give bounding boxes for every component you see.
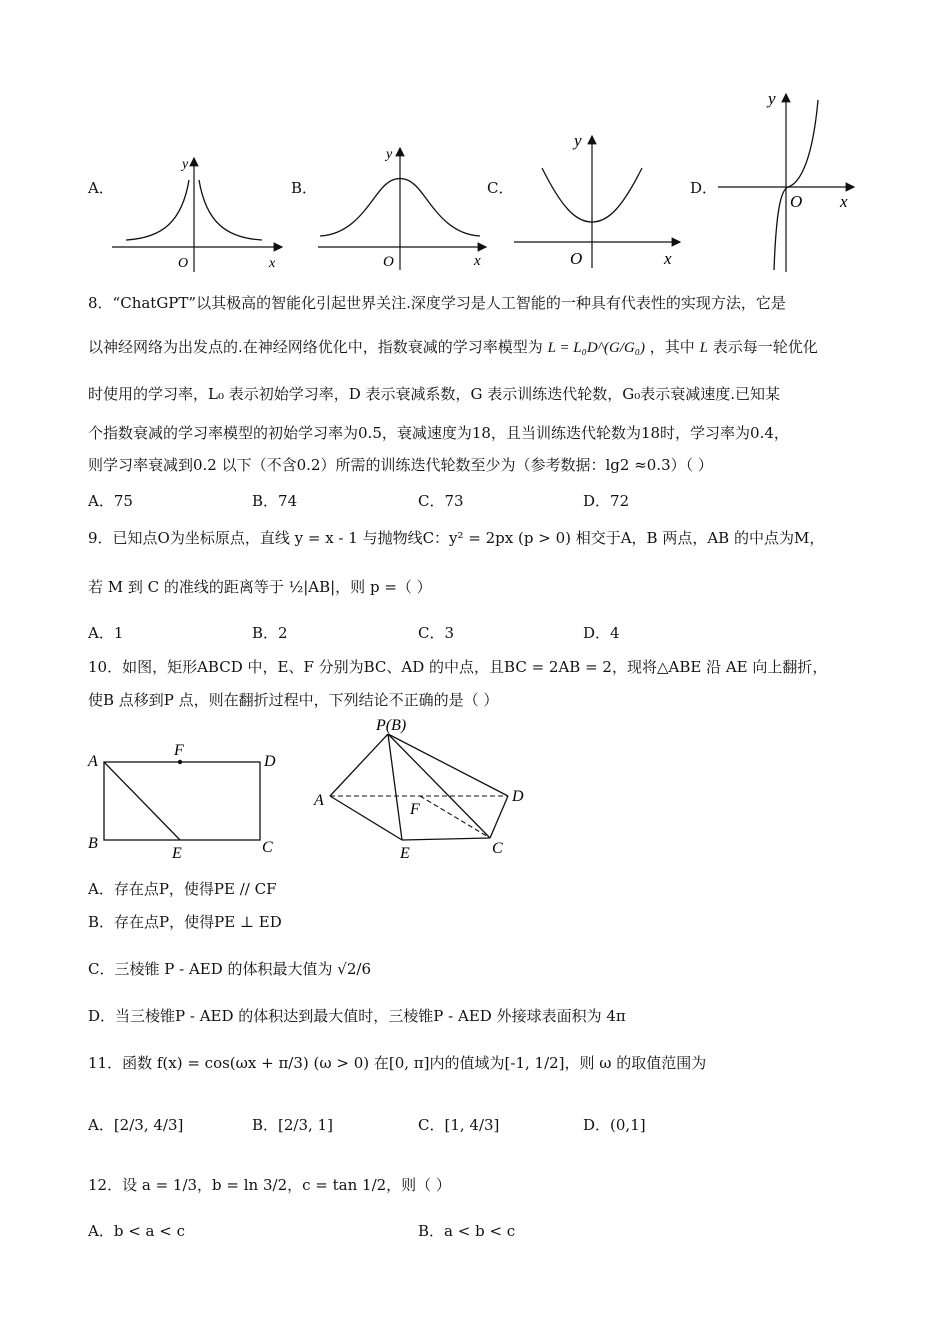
q8-line2-b: ，其中 — [649, 338, 695, 356]
fig2-d: D — [512, 788, 524, 805]
q10-choice-a[interactable]: A．存在点P，使得PE // CF — [88, 880, 277, 898]
fig1-c: C — [262, 839, 273, 856]
q12-line1: 12．设 a = 1/3，b = ln 3/2，c = tan 1/2，则（ ） — [88, 1176, 451, 1194]
q7-graph-b — [316, 140, 491, 270]
q7b-x: x — [474, 253, 481, 269]
fig2-e: E — [400, 845, 410, 862]
fig2-c: C — [492, 840, 503, 857]
q8-line2-a: 以神经网络为出发点的.在神经网络优化中，指数衰减的学习率模型为 — [88, 338, 543, 356]
q8-line2 — [88, 336, 818, 357]
q10-line2: 使B 点移到P 点，则在翻折过程中，下列结论不正确的是（ ） — [88, 691, 499, 709]
q7a-x: x — [269, 256, 276, 271]
q9-choice-a[interactable]: A．1 — [88, 624, 124, 642]
q8-var-l: L — [699, 340, 708, 356]
q12-choice-a[interactable]: A．b < a < c — [88, 1222, 185, 1240]
q10-choice-b[interactable]: B．存在点P，使得PE ⊥ ED — [88, 913, 282, 931]
q9-choice-c[interactable]: C．3 — [418, 624, 455, 642]
q7-option-c-label: C． — [487, 179, 514, 197]
q8-line3: 时使用的学习率，L₀ 表示初始学习率，D 表示衰减系数，G 表示训练迭代轮数，G₀表示衰减速度.已知某 — [88, 385, 781, 403]
q10-line1: 10．如图，矩形ABCD 中，E、F 分别为BC、AD 的中点，且BC = 2AB = 2，现将△ABE 沿 AE 向上翻折， — [88, 658, 828, 676]
q8-line2-c: 表示每一轮优化 — [712, 338, 818, 356]
fig2-a: A — [314, 792, 324, 809]
q12-choice-b[interactable]: B．a < b < c — [418, 1222, 516, 1240]
fig2-p: P(B) — [376, 717, 407, 734]
q7-graph-c — [512, 128, 687, 268]
q11-choice-a[interactable]: A．[2/3, 4/3] — [88, 1116, 184, 1134]
q7-option-d-label: D． — [690, 179, 718, 197]
q7c-o: O — [570, 249, 583, 268]
fig1-a: A — [88, 753, 98, 770]
q8-choice-b[interactable]: B．74 — [252, 492, 298, 510]
fig2-f: F — [410, 801, 420, 818]
q8-line1: 8．“ChatGPT”以其极高的智能化引起世界关注.深度学习是人工智能的一种具有代表性的实现方法，它是 — [88, 294, 786, 312]
q11-choice-d[interactable]: D．(0,1] — [583, 1116, 646, 1134]
fig1-e: E — [172, 845, 182, 862]
q8-choice-a[interactable]: A．75 — [88, 492, 133, 510]
q8-choice-d[interactable]: D．72 — [583, 492, 630, 510]
q11-choice-b[interactable]: B．[2/3, 1] — [252, 1116, 333, 1134]
q8-line5: 则学习率衰减到0.2 以下（不含0.2）所需的训练迭代轮数至少为（参考数据：lg2 ≈0.3）（ ） — [88, 456, 713, 474]
fig1-f: F — [174, 742, 184, 759]
q7-option-b-label: B． — [291, 179, 318, 197]
q9-line1: 9．已知点O为坐标原点，直线 y = x - 1 与抛物线C：y² = 2px (p > 0) 相交于A，B 两点，AB 的中点为M， — [88, 529, 825, 547]
q7a-y: y — [182, 157, 189, 172]
q10-figure-rectangle — [84, 738, 284, 863]
q7d-o: O — [790, 192, 803, 211]
q8-choice-c[interactable]: C．73 — [418, 492, 464, 510]
q10-choice-d[interactable]: D．当三棱锥P - AED 的体积达到最大值时，三棱锥P - AED 外接球表面积为 4π — [88, 1007, 626, 1025]
q7-graph-d — [716, 86, 866, 276]
q11-choice-c[interactable]: C．[1, 4/3] — [418, 1116, 500, 1134]
q7c-y: y — [574, 131, 582, 150]
q7d-y: y — [768, 89, 776, 108]
q10-choice-c[interactable]: C．三棱锥 P - AED 的体积最大值为 √2/6 — [88, 960, 371, 978]
q7-graph-a — [112, 150, 287, 275]
q8-formula: L = L₀D^(G/G₀) — [547, 340, 646, 356]
q7a-o: O — [178, 256, 189, 271]
q11-line1: 11．函数 f(x) = cos(ωx + π/3) (ω > 0) 在[0, π]内的值域为[-1, 1/2]，则 ω 的取值范围为 — [88, 1054, 707, 1072]
q7b-y: y — [386, 147, 393, 162]
fig1-d: D — [264, 753, 276, 770]
q7c-x: x — [664, 249, 672, 268]
q9-choice-d[interactable]: D．4 — [583, 624, 620, 642]
q10-figure-pyramid — [310, 712, 535, 862]
q9-choice-b[interactable]: B．2 — [252, 624, 288, 642]
q9-line2: 若 M 到 C 的准线的距离等于 ½|AB|，则 p =（ ） — [88, 578, 432, 596]
q8-line4: 个指数衰减的学习率模型的初始学习率为0.5，衰减速度为18，且当训练迭代轮数为18时，学习率为0.4， — [88, 424, 789, 442]
q7-option-a-label: A． — [88, 179, 114, 197]
q7d-x: x — [840, 192, 848, 211]
fig1-b: B — [88, 835, 98, 852]
q7b-o: O — [383, 254, 394, 270]
